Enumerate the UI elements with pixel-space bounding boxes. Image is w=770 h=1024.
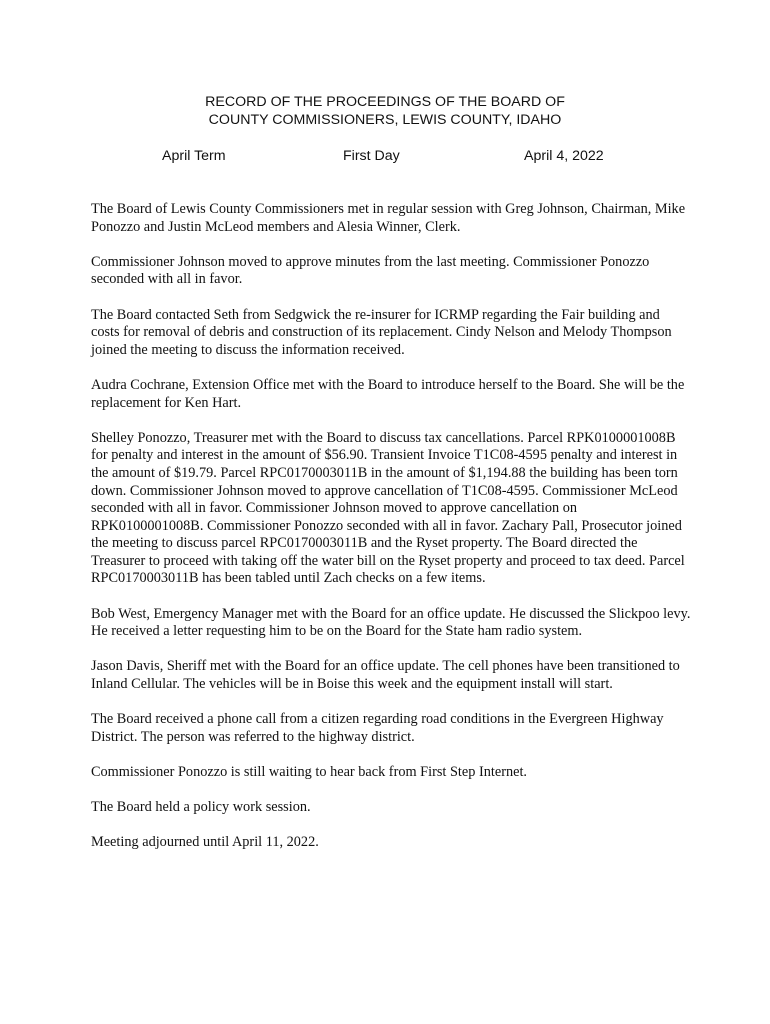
paragraph-session-attendance: The Board of Lewis County Commissioners met in regular session with Greg Johnson, Chairman, Mike Ponozzo and Justin McLeod members and Alesia Winner, Clerk.	[91, 201, 686, 235]
paragraph-fair-building: The Board contacted Seth from Sedgwick the re-insurer for ICRMP regarding the Fair building and costs for removal of debris and construction of its replacement. Cindy Nelson and Melody Thompson joined the meeting to discuss the information received.	[91, 306, 672, 358]
date-label: April 4, 2022	[524, 148, 604, 164]
paragraph-minutes-approval: Commissioner Johnson moved to approve minutes from the last meeting. Commissioner Ponozzo seconded with all in favor.	[91, 253, 650, 288]
paragraph-extension-office: Audra Cochrane, Extension Office met with the Board to introduce herself to the Board. She will be the replacement for Ken Hart.	[91, 376, 685, 411]
document-title	[0, 94, 770, 129]
day-label: First Day	[343, 148, 400, 164]
title-line-2: COUNTY COMMISSIONERS, LEWIS COUNTY, IDAHO	[208, 111, 562, 128]
paragraph-sheriff-update: Jason Davis, Sheriff met with the Board for an office update. The cell phones have been transitioned to Inland Cellular. The vehicles will be in Boise this week and the equipment install will start.	[91, 658, 680, 693]
title-line-1: RECORD OF THE PROCEEDINGS OF THE BOARD OF	[205, 94, 565, 110]
paragraph-adjournment: Meeting adjourned until April 11, 2022.	[91, 834, 319, 851]
paragraph-road-conditions: The Board received a phone call from a citizen regarding road conditions in the Evergreen Highway District. The person was referred to the highway district.	[91, 711, 664, 745]
minutes-body	[91, 201, 691, 870]
term-label: April Term	[162, 148, 226, 164]
paragraph-internet: Commissioner Ponozzo is still waiting to hear back from First Step Internet.	[91, 764, 527, 780]
paragraph-emergency-manager: Bob West, Emergency Manager met with the Board for an office update. He discussed the Slickpoo levy. He received a letter requesting him to be on the Board for the State ham radio system.	[91, 605, 691, 640]
paragraph-work-session: The Board held a policy work session.	[91, 799, 311, 816]
session-info-row	[0, 147, 770, 167]
paragraph-tax-cancellations: Shelley Ponozzo, Treasurer met with the Board to discuss tax cancellations. Parcel RPK0100001008B for penalty and interest in the amount of $56.90. Transient Invoice T1C08-4595 penalty and interest in the amount of $19.79. Parcel RPC0170003011B in the amount of $1,194.88 the building has been torn down. Commissioner Johnson moved to approve cancellation of T1C08-4595. Commissioner McLeod seconded with all in favor. Commissioner Johnson moved to approve cancellation on RPK0100001008B. Commissioner Ponozzo seconded with all in favor. Zachary Pall, Prosecutor joined the meeting to discuss parcel RPC0170003011B and the Ryset property. The Board directed the Treasurer to proceed with taking off the water bill on the Ryset property and proceed to tax deed. Parcel RPC0170003011B has been tabled until Zach checks on a few items.	[91, 429, 685, 587]
